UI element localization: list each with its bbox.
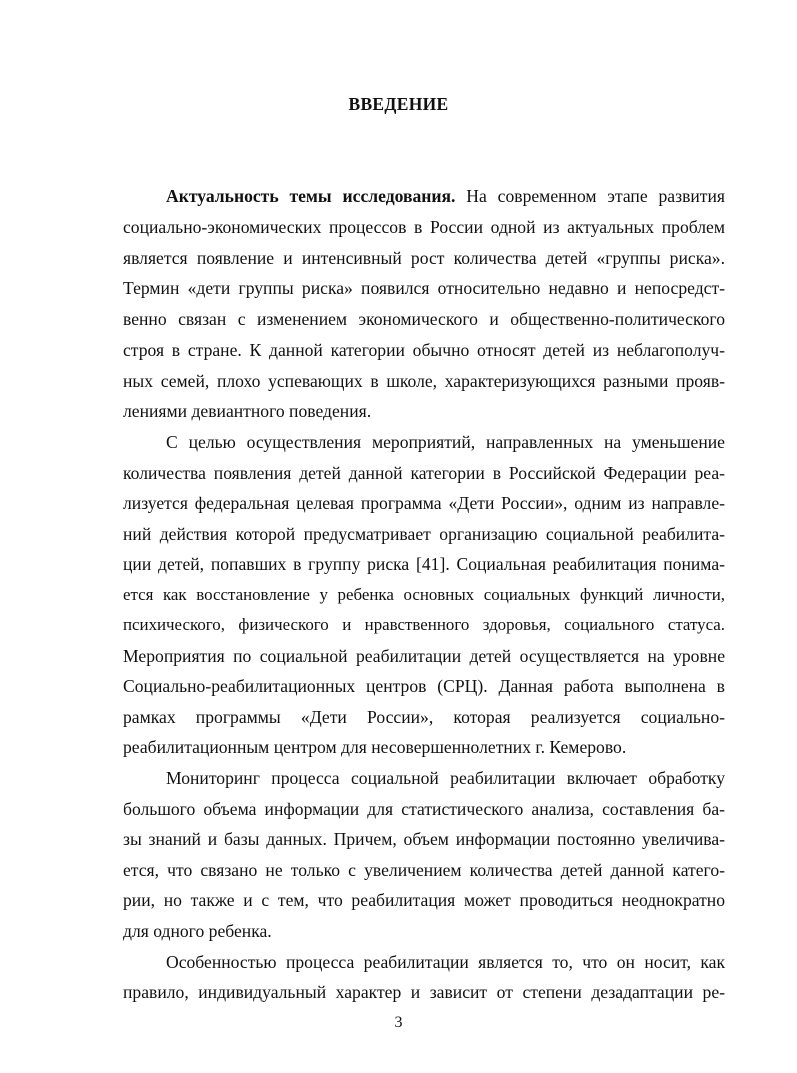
paragraph-lead: Актуальность темы исследования. xyxy=(166,186,456,206)
text-line: Термин «дети группы риска» появился относительно недавно и непосредст- xyxy=(123,278,725,298)
text-line: Мониторинг процесса социальной реабилитации включает обработку xyxy=(166,768,725,788)
text-line: лизуется федеральная целевая программа «Дети России», одним из направле- xyxy=(123,493,725,513)
text-line: рии, но также и с тем, что реабилитация может проводиться неоднократно xyxy=(123,890,725,910)
text-line: зы знаний и базы данных. Причем, объем информации постоянно увеличива- xyxy=(123,829,725,849)
text-line: ется, что связано не только с увеличением количества детей данной катего- xyxy=(123,860,725,880)
text-line: правило, индивидуальный характер и зависит от степени дезадаптации ре- xyxy=(123,982,725,1002)
text-line: психического, физического и нравственного здоровья, социального статуса. xyxy=(123,615,725,634)
text-line: ний действия которой предусматривает организацию социальной реабилита- xyxy=(123,524,725,544)
page-title: ВВЕДЕНИЕ xyxy=(348,94,449,114)
page-number: 3 xyxy=(394,1014,403,1031)
text-line: ции детей, попавших в группу риска [41]. Социальная реабилитация понима- xyxy=(123,554,725,574)
text-line: большого объема информации для статистического анализа, составления ба- xyxy=(123,799,725,819)
text-line: Мероприятия по социальной реабилитации детей осуществляется на уровне xyxy=(123,646,725,666)
text-line xyxy=(166,181,725,211)
text-line: является появление и интенсивный рост количества детей «группы риска». xyxy=(123,248,725,268)
text-line: С целью осуществления мероприятий, направленных на уменьшение xyxy=(166,432,725,452)
text-line: ется как восстановление у ребенка основных социальных функций личности, xyxy=(123,585,725,604)
text-line: социально-экономических процессов в России одной из актуальных проблем xyxy=(123,217,725,237)
text-span: На современном этапе развития xyxy=(455,186,725,206)
text-line: Социально-реабилитационных центров (СРЦ). Данная работа выполнена в xyxy=(123,676,725,696)
text-line: ных семей, плохо успевающих в школе, характеризующихся разными прояв- xyxy=(123,371,725,391)
text-line: рамках программы «Дети России», которая реализуется социально- xyxy=(123,707,725,727)
text-line: лениями девиантного поведения. xyxy=(123,401,372,421)
text-line: Особенностью процесса реабилитации является то, что он носит, как xyxy=(166,952,725,972)
text-line: количества появления детей данной категории в Российской Федерации реа- xyxy=(123,463,725,483)
text-line: реабилитационным центром для несовершеннолетних г. Кемерово. xyxy=(123,737,627,757)
text-line: строя в стране. К данной категории обычно относят детей из неблагополуч- xyxy=(123,340,725,360)
text-line: для одного ребенка. xyxy=(123,921,272,941)
text-line: венно связан с изменением экономического и общественно-политического xyxy=(123,309,725,329)
